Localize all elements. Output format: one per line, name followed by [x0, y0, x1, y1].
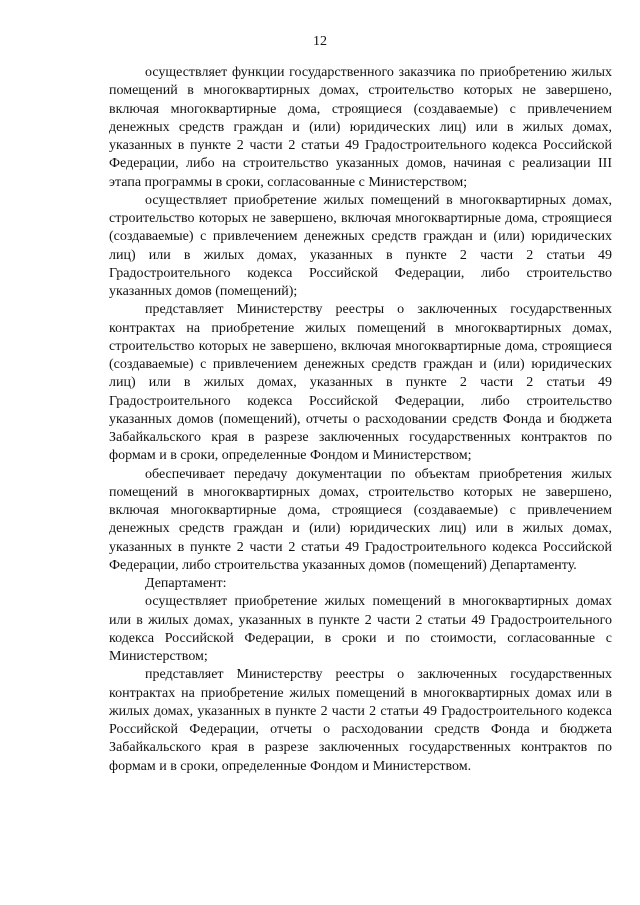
document-body	[109, 64, 612, 776]
paragraph-customer-functions: осуществляет функции государственного заказчика по приобретению жилых помещений в многоквартирных домах, строительство которых не завершено, включая многоквартирные дома, строящиеся (создаваемые) с привлечением денежных средств граждан и (или) юридических лиц) или в жилых домах, указанных в пункте 2 части 2 статьи 49 Градостроительного кодекса Российской Федерации, либо на строительство указанных домов, начиная с реализации III этапа программы в сроки, согласованные с Министерством;	[109, 65, 612, 190]
paragraph-documentation-transfer: обеспечивает передачу документации по объектам приобретения жилых помещений в многоквартирных домах, строительство которых не завершено, включая многоквартирные дома, строящиеся (создаваемые) с привлечением денежных средств граждан и (или) юридических лиц) или в жилых домах, указанных в пункте 2 части 2 статьи 49 Градостроительного кодекса Российской Федерации, либо строительства указанных домов (помещений) Департаменту.	[109, 466, 612, 573]
paragraph-department-reports: представляет Министерству реестры о заключенных государственных контрактах на приобретение жилых помещений в многоквартирных домах или в жилых домах, указанных в пункте 2 части 2 статьи 49 Градостроительного кодекса Российской Федерации, отчеты о расходовании средств Фонда и бюджета Забайкальского края в разрезе заключенных государственных контрактов по формам и в сроки, определенные Фондом и Министерством.	[109, 667, 612, 774]
paragraph-department-heading: Департамент:	[145, 576, 227, 591]
paragraph-acquisition: осуществляет приобретение жилых помещений в многоквартирных домах, строительство которых не завершено, включая многоквартирные дома, строящиеся (создаваемые) с привлечением денежных средств граждан и (или) юридических лиц) или в жилых домах, указанных в пункте 2 части 2 статьи 49 Градостроительного кодекса Российской Федерации, либо строительство указанных домов (помещений);	[109, 192, 612, 299]
page-number: 12	[313, 34, 327, 49]
paragraph-department-acquisition: осуществляет приобретение жилых помещений в многоквартирных домах или в жилых домах, указанных в пункте 2 части 2 статьи 49 Градостроительного кодекса Российской Федерации, в сроки и по стоимости, согласованные с Министерством;	[109, 594, 612, 664]
paragraph-registry-reports: представляет Министерству реестры о заключенных государственных контрактах на приобретение жилых помещений в многоквартирных домах, строительство которых не завершено, включая многоквартирные дома, строящиеся (создаваемые) с привлечением денежных средств граждан и (или) юридических лиц) или в жилых домах, указанных в пункте 2 части 2 статьи 49 Градостроительного кодекса Российской Федерации, либо строительство указанных домов (помещений), отчеты о расходовании средств Фонда и бюджета Забайкальского края в разрезе заключенных государственных контрактов по формам и в сроки, определенные Фондом и Министерством;	[109, 302, 612, 464]
